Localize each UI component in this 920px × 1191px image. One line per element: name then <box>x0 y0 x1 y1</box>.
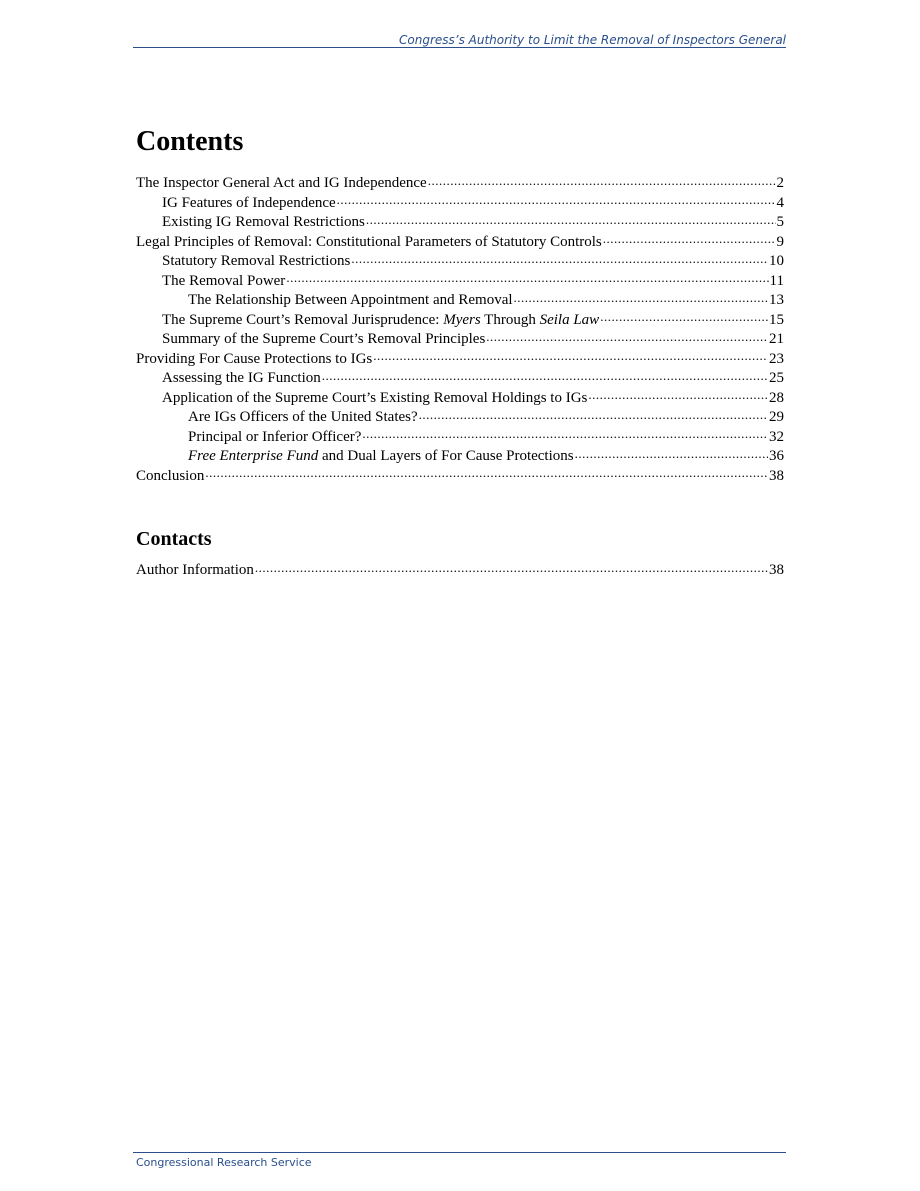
contents-list <box>136 174 784 486</box>
toc-entry[interactable] <box>136 561 784 581</box>
toc-entry-text: Providing For Cause Protections to IGs <box>136 350 373 367</box>
toc-page-number: 38 <box>769 562 784 578</box>
toc-entry[interactable] <box>136 467 784 487</box>
running-header: Congress’s Authority to Limit the Removal of Inspectors General <box>399 33 786 47</box>
toc-entry-label <box>188 428 361 448</box>
toc-entry[interactable] <box>136 272 784 292</box>
dot-leader <box>373 351 768 363</box>
toc-entry-text: IG Features of Independence <box>162 194 336 211</box>
dot-leader <box>255 562 768 574</box>
toc-page-number: 21 <box>769 331 784 347</box>
toc-entry[interactable] <box>136 213 784 233</box>
toc-entry-text: Statutory Removal Restrictions <box>162 253 351 269</box>
toc-entry[interactable] <box>136 194 784 214</box>
toc-entry[interactable] <box>136 447 784 467</box>
toc-entry-label <box>188 291 513 311</box>
toc-page-number: 10 <box>769 253 784 269</box>
dot-leader <box>322 370 768 382</box>
toc-entry-label <box>162 272 285 292</box>
toc-entry-label <box>162 389 587 409</box>
toc-entry-label <box>162 194 336 214</box>
dot-leader <box>366 214 776 226</box>
toc-entry[interactable] <box>136 428 784 448</box>
table-of-contents <box>136 126 784 581</box>
toc-page-number: 38 <box>769 467 784 484</box>
toc-entry-text: The Inspector General Act and IG Independence <box>136 175 427 191</box>
toc-page-number: 29 <box>769 409 784 425</box>
toc-page-number: 2 <box>776 175 784 191</box>
toc-entry-text: Author Information <box>136 562 254 578</box>
toc-entry-text: Seila Law <box>539 311 600 328</box>
toc-page-number: 13 <box>769 292 784 308</box>
dot-leader <box>205 468 768 480</box>
dot-leader <box>600 312 768 324</box>
dot-leader <box>514 292 768 304</box>
dot-leader <box>588 390 768 402</box>
toc-entry-text: Principal or Inferior Officer? <box>188 428 362 445</box>
toc-entry-label <box>136 350 372 370</box>
toc-entry-text: Free Enterprise Fund <box>188 448 319 464</box>
dot-leader <box>286 273 768 285</box>
toc-entry-text: Legal Principles of Removal: Constitutional Parameters of Statutory Controls <box>136 233 602 250</box>
contents-title: Contents <box>136 126 244 157</box>
toc-entry-text: The Relationship Between Appointment and Removal <box>188 292 513 308</box>
toc-entry-label <box>162 213 365 233</box>
toc-entry-label <box>162 330 485 350</box>
toc-page-number: 11 <box>769 272 784 289</box>
toc-entry[interactable] <box>136 408 784 428</box>
toc-page-number: 32 <box>769 428 784 445</box>
toc-entry-text: Conclusion <box>136 467 205 484</box>
footer-text: Congressional Research Service <box>136 1156 312 1169</box>
toc-page-number: 36 <box>769 448 784 464</box>
contacts-section <box>136 527 784 581</box>
toc-entry[interactable] <box>136 330 784 350</box>
toc-entry[interactable] <box>136 350 784 370</box>
toc-entry[interactable] <box>136 252 784 272</box>
toc-entry[interactable] <box>136 389 784 409</box>
toc-entry-label <box>162 252 350 272</box>
toc-entry-label <box>188 447 574 467</box>
toc-page-number: 28 <box>769 389 784 406</box>
toc-entry-label <box>162 369 321 389</box>
toc-page-number: 4 <box>776 194 784 211</box>
toc-entry[interactable] <box>136 291 784 311</box>
toc-entry-label <box>136 233 602 253</box>
toc-entry-label <box>136 561 254 581</box>
toc-entry-text: The Removal Power <box>162 272 286 289</box>
toc-entry-label <box>136 174 427 194</box>
toc-entry-text: Through <box>480 311 540 328</box>
toc-entry-text: The Supreme Court’s Removal Jurisprudence: <box>162 311 444 328</box>
toc-page-number: 25 <box>769 370 784 386</box>
toc-entry-label <box>162 311 599 331</box>
toc-page-number: 23 <box>769 350 784 367</box>
toc-page-number: 5 <box>776 214 784 230</box>
toc-entry-text: Existing IG Removal Restrictions <box>162 214 365 230</box>
dot-leader <box>603 234 776 246</box>
toc-entry-text: Application of the Supreme Court’s Existing Removal Holdings to IGs <box>162 389 588 406</box>
header-rule <box>133 47 786 48</box>
dot-leader <box>337 195 776 207</box>
dot-leader <box>575 448 768 460</box>
toc-entry-text: and Dual Layers of For Cause Protections <box>318 448 574 464</box>
footer-rule <box>133 1152 786 1153</box>
toc-entry-text: Assessing the IG Function <box>162 370 321 386</box>
dot-leader <box>486 331 768 343</box>
toc-entry-label <box>136 467 204 487</box>
toc-entry[interactable] <box>136 369 784 389</box>
dot-leader <box>419 409 768 421</box>
toc-entry[interactable] <box>136 174 784 194</box>
dot-leader <box>362 429 768 441</box>
dot-leader <box>351 253 768 265</box>
dot-leader <box>428 175 776 187</box>
toc-entry[interactable] <box>136 311 784 331</box>
toc-entry-text: Are IGs Officers of the United States? <box>188 409 418 425</box>
toc-entry-label <box>188 408 418 428</box>
toc-entry-text: Myers <box>443 311 481 328</box>
contacts-list <box>136 561 784 581</box>
contacts-title: Contacts <box>136 528 212 550</box>
toc-page-number: 15 <box>769 311 784 328</box>
toc-entry[interactable] <box>136 233 784 253</box>
toc-page-number: 9 <box>776 233 784 250</box>
toc-entry-text: Summary of the Supreme Court’s Removal Principles <box>162 331 486 347</box>
